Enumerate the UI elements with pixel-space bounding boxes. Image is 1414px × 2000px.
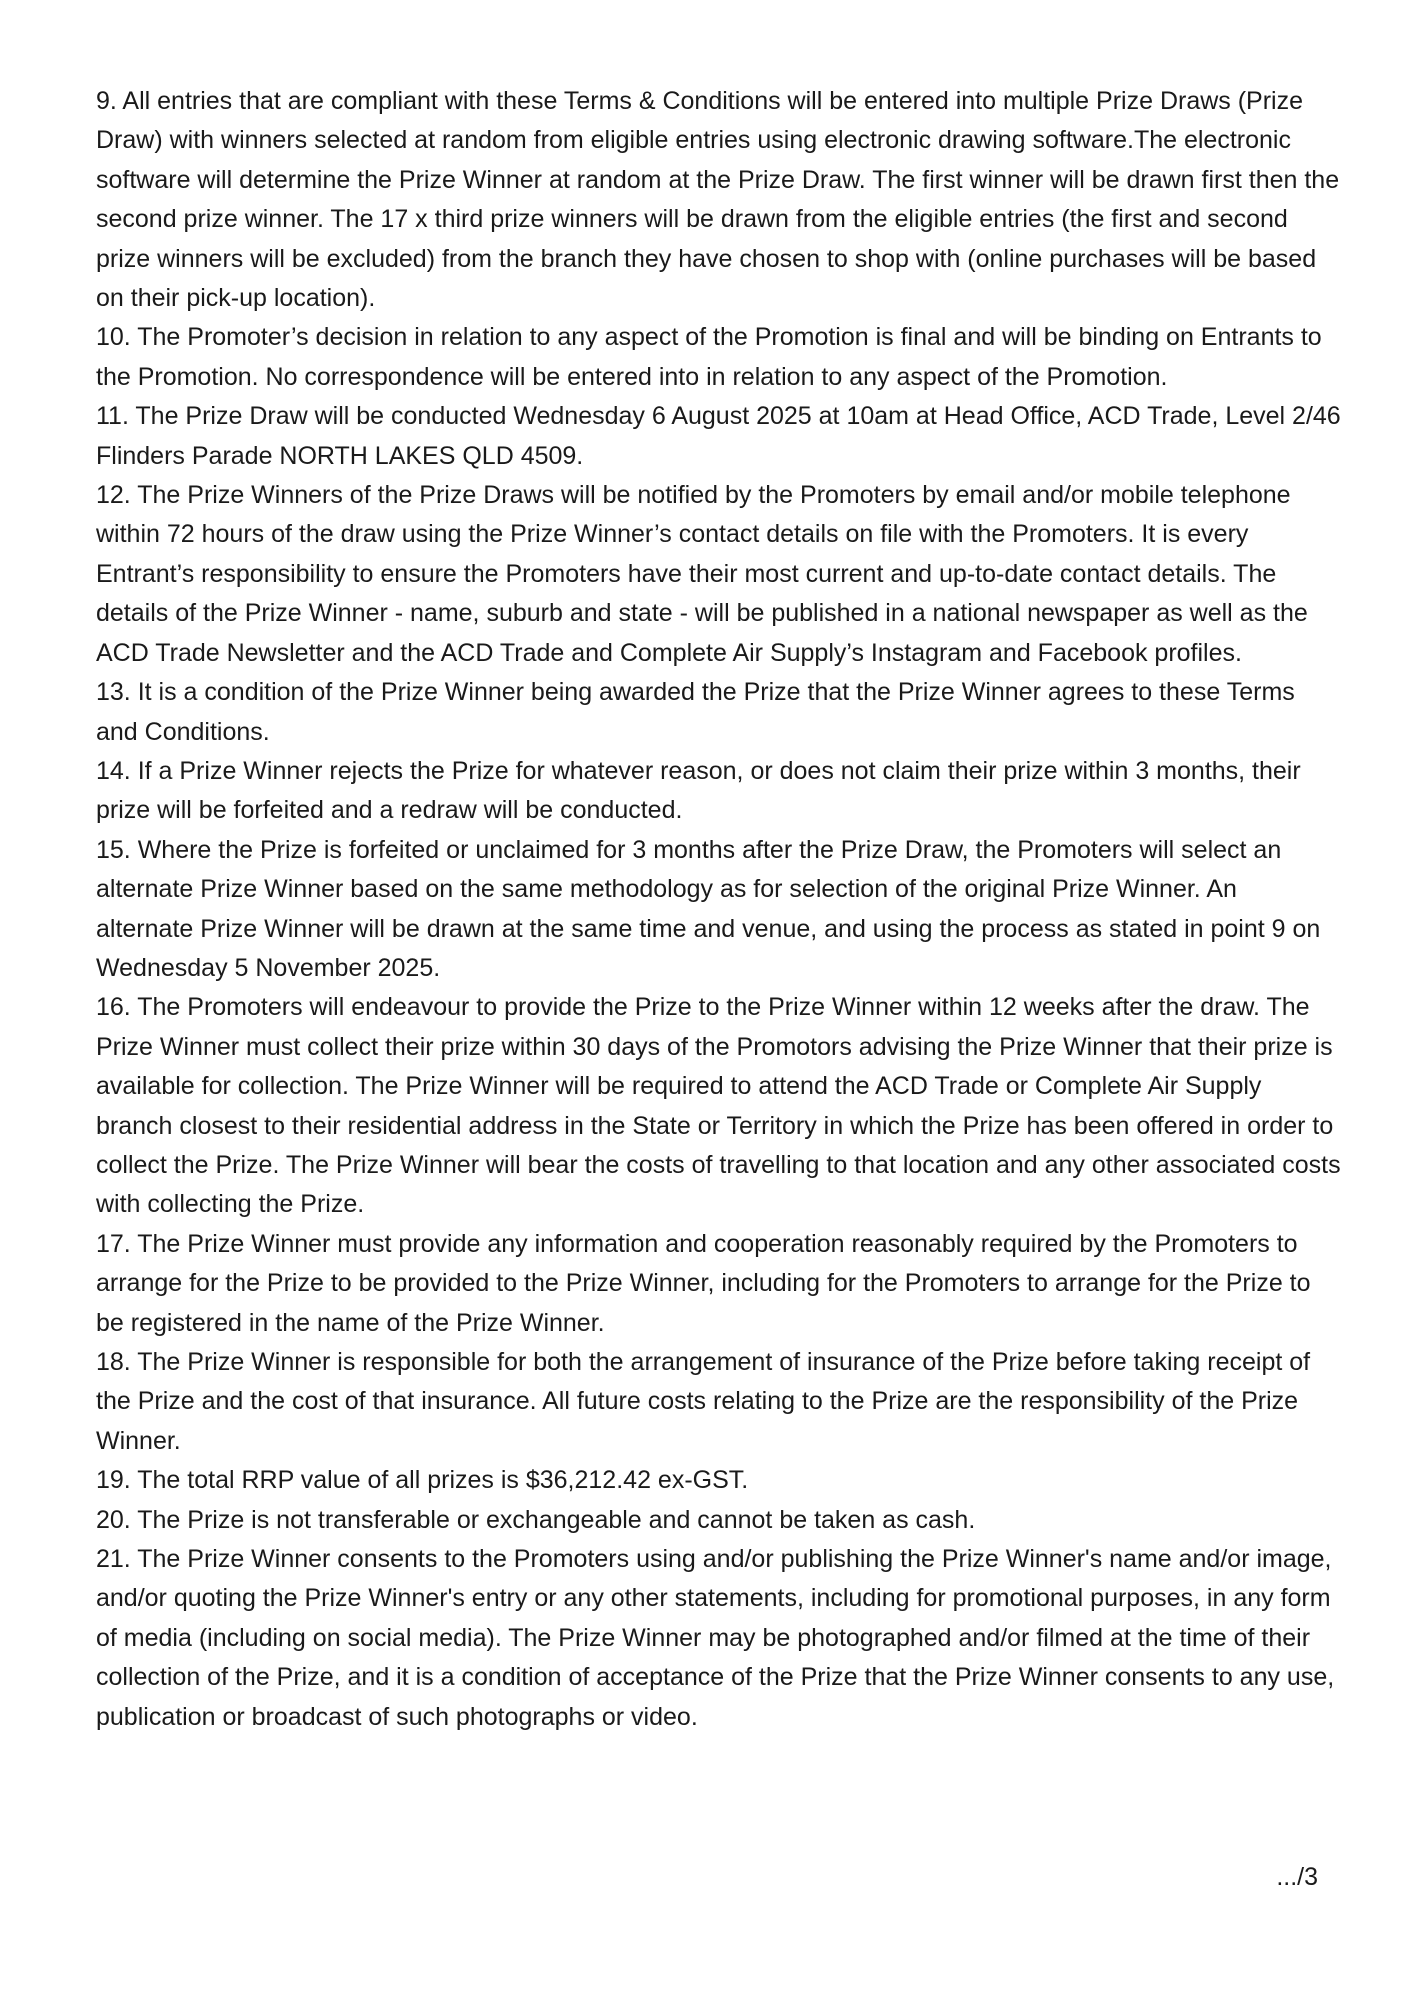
clause-18: 18. The Prize Winner is responsible for both the arrangement of insurance of the Prize before taking receipt of the Prize and the cost of that insurance. All future costs relating to the Prize are the responsibility of the Prize Winner. — [96, 1348, 1311, 1455]
clause-16: 16. The Promoters will endeavour to provide the Prize to the Prize Winner within 12 weeks after the draw. The Prize Winner must collect their prize within 30 days of the Promotors advising the Prize Winner that their prize is available for collection. The Prize Winner will be required to attend the ACD Trade or Complete Air Supply branch closest to their residential address in the State or Territory in which the Prize has been offered in order to collect the Prize. The Prize Winner will bear the costs of travelling to that location and any other associated costs with collecting the Prize. — [96, 993, 1341, 1219]
clause-21: 21. The Prize Winner consents to the Promoters using and/or publishing the Prize Winner's name and/or image, and/or quoting the Prize Winner's entry or any other statements, including for promotional purposes, in any form of media (including on social media). The Prize Winner may be photographed and/or filmed at the time of their collection of the Prize, and it is a condition of acceptance of the Prize that the Prize Winner consents to any use, publication or broadcast of such photographs or video. — [96, 1545, 1335, 1731]
clause-10: 10. The Promoter’s decision in relation to any aspect of the Promotion is final and will be binding on Entrants to the Promotion. No correspondence will be entered into in relation to any aspect of the Promotion. — [96, 323, 1322, 391]
clause-12: 12. The Prize Winners of the Prize Draws will be notified by the Promoters by email and/or mobile telephone within 72 hours of the draw using the Prize Winner’s contact details on file with the Promoters. It is every Entrant’s responsibility to ensure the Promoters have their most current and up-to-date contact details. The details of the Prize Winner - name, suburb and state - will be published in a national newspaper as well as the ACD Trade Newsletter and the ACD Trade and Complete Air Supply’s Instagram and Facebook profiles. — [96, 481, 1308, 667]
clause-19: 19. The total RRP value of all prizes is $36,212.42 ex-GST. — [96, 1466, 749, 1495]
page-number: .../3 — [1276, 1863, 1318, 1891]
clause-11: 11. The Prize Draw will be conducted Wednesday 6 August 2025 at 10am at Head Office, ACD Trade, Level 2/46 Flinders Parade NORTH LAKES QLD 4509. — [96, 402, 1341, 470]
clause-15: 15. Where the Prize is forfeited or unclaimed for 3 months after the Prize Draw, the Promoters will select an alternate Prize Winner based on the same methodology as for selection of the original Prize Winner. An alternate Prize Winner will be drawn at the same time and venue, and using the process as stated in point 9 on Wednesday 5 November 2025. — [96, 835, 1321, 982]
clause-17: 17. The Prize Winner must provide any information and cooperation reasonably required by the Promoters to arrange for the Prize to be provided to the Prize Winner, including for the Promoters to arrange for the Prize to be registered in the name of the Prize Winner. — [96, 1229, 1311, 1337]
clause-14: 14. If a Prize Winner rejects the Prize for whatever reason, or does not claim their prize within 3 months, their prize will be forfeited and a redraw will be conducted. — [96, 756, 1301, 825]
clause-13: 13. It is a condition of the Prize Winner being awarded the Prize that the Prize Winner agrees to these Terms and Conditions. — [96, 678, 1295, 746]
terms-document-body — [96, 82, 1341, 1737]
clause-20: 20. The Prize is not transferable or exchangeable and cannot be taken as cash. — [96, 1505, 976, 1534]
clause-9: 9. All entries that are compliant with these Terms & Conditions will be entered into multiple Prize Draws (Prize Draw) with winners selected at random from eligible entries using electronic drawing software.The electronic software will determine the Prize Winner at random at the Prize Draw. The first winner will be drawn first then the second prize winner. The 17 x third prize winners will be drawn from the eligible entries (the first and second prize winners will be excluded) from the branch they have chosen to shop with (online purchases will be based on their pick-up location). — [96, 87, 1340, 313]
